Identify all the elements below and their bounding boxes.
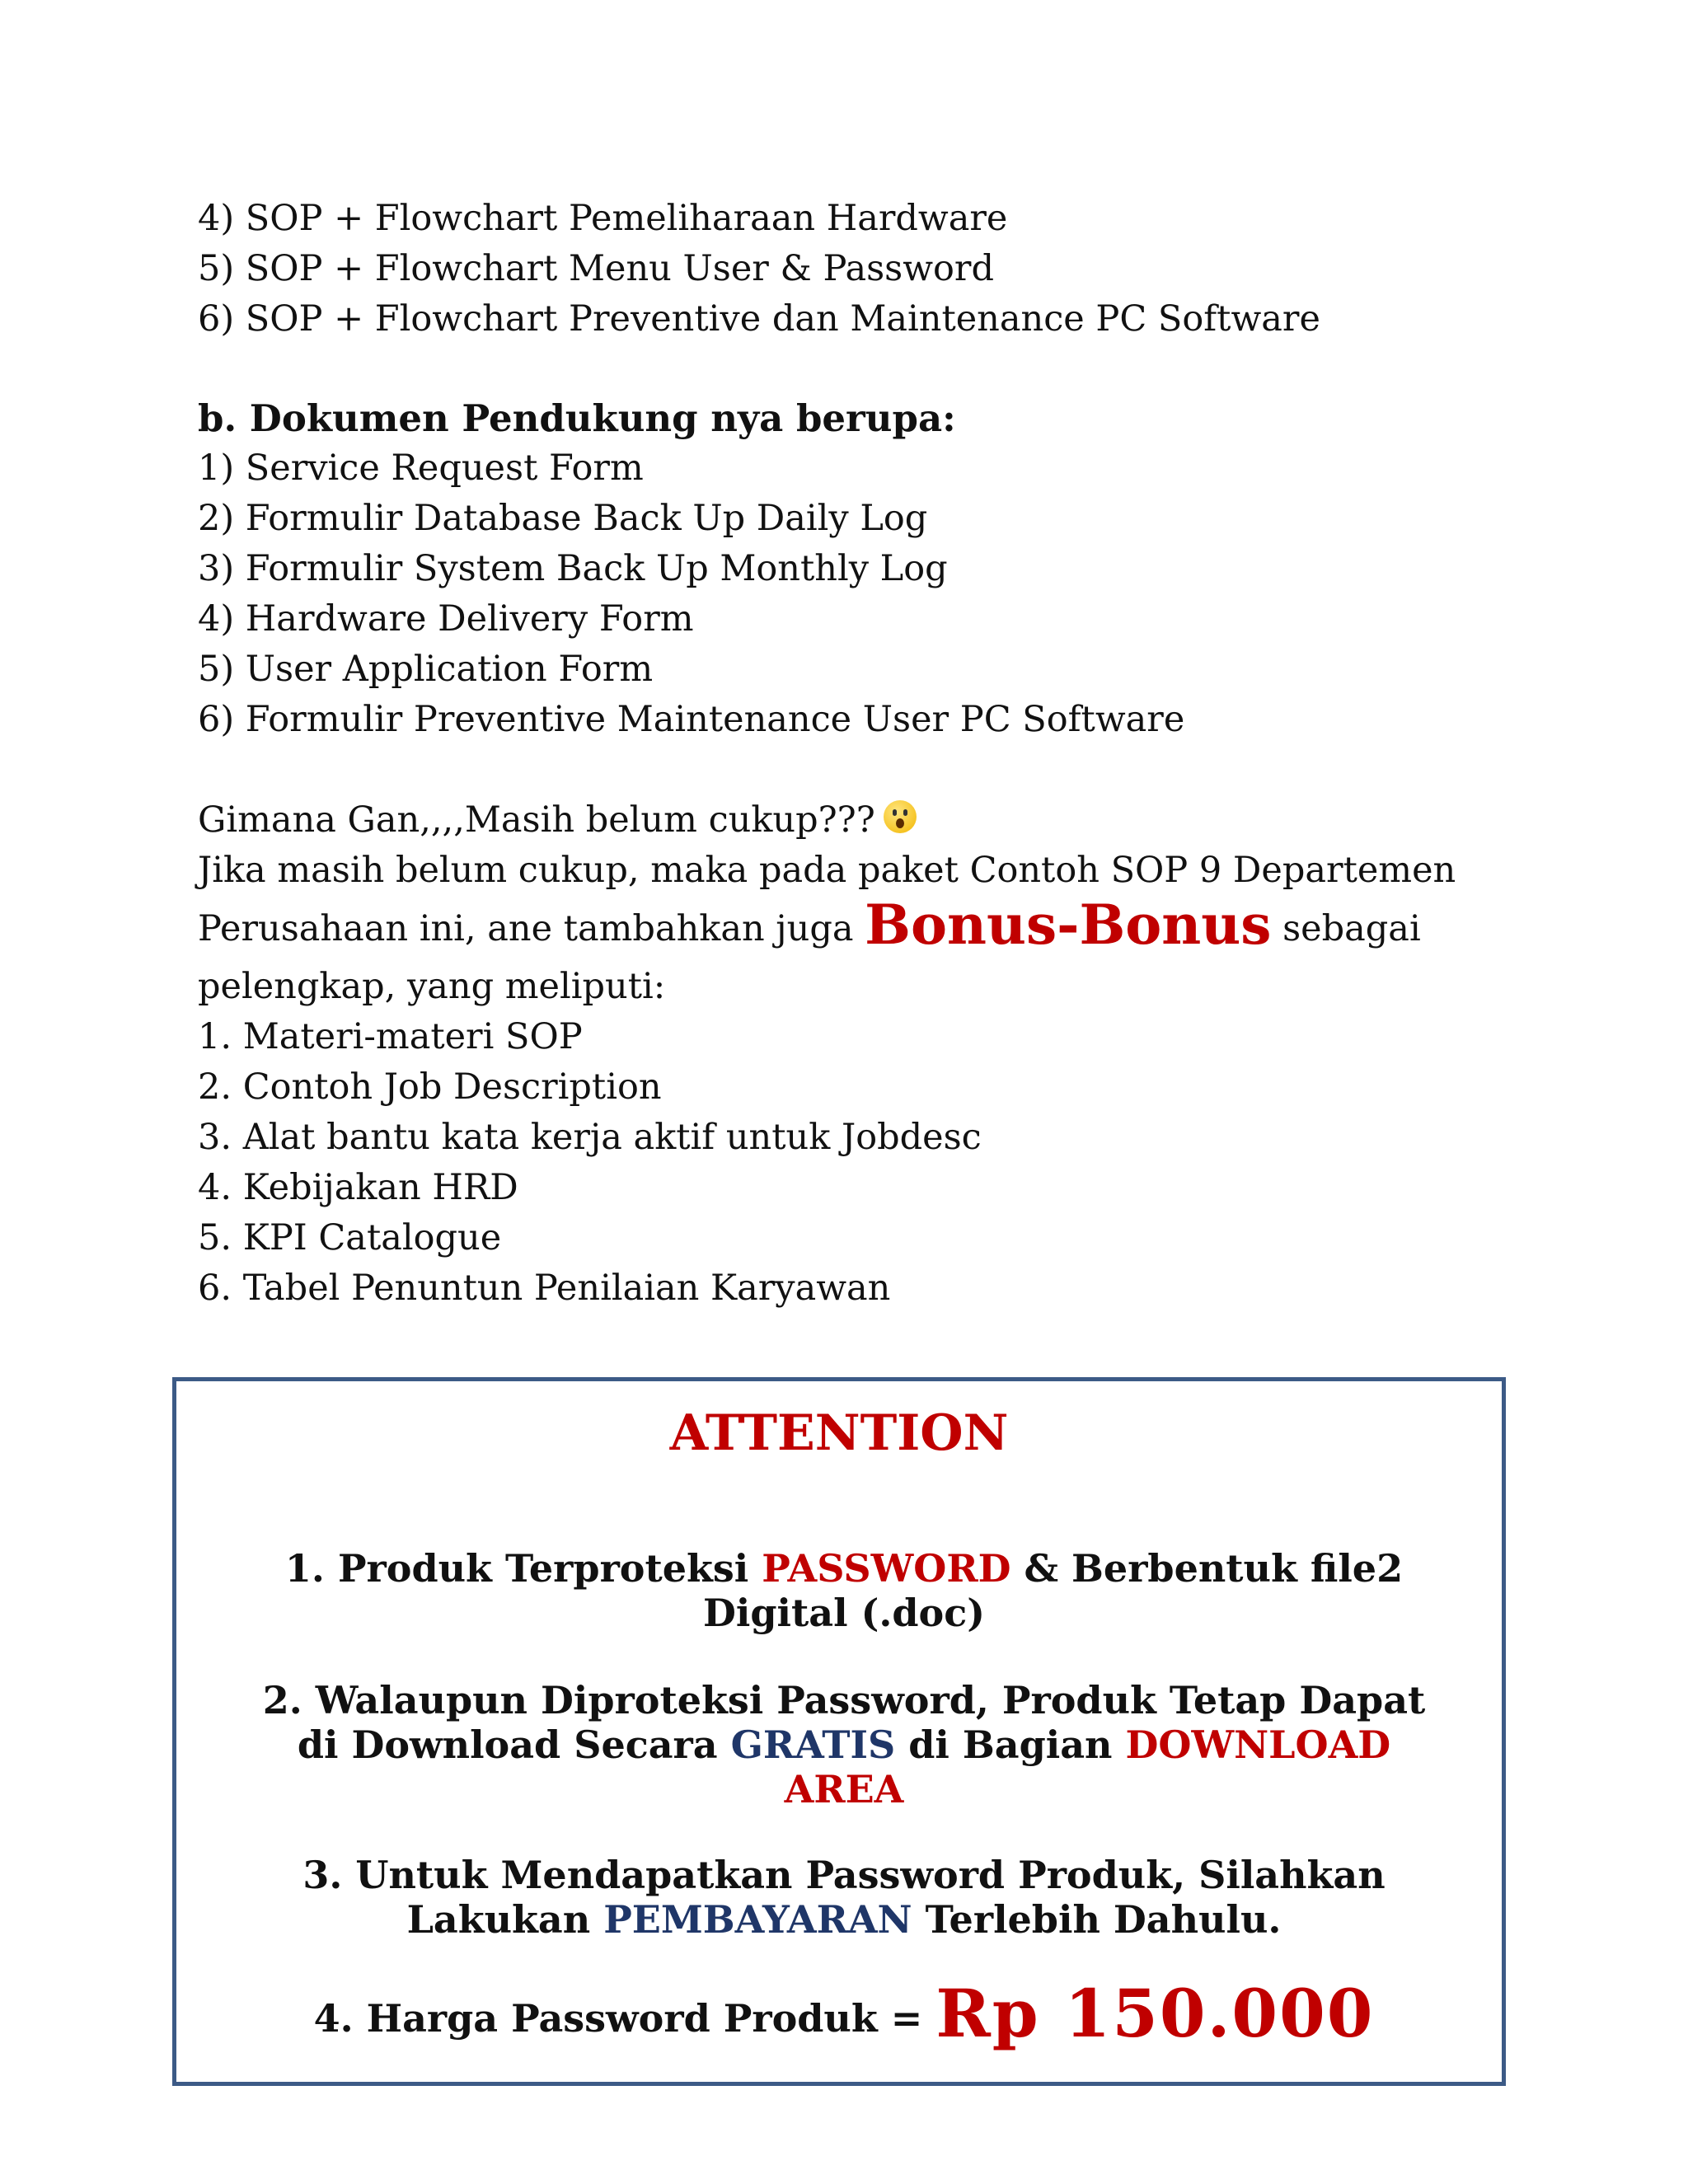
- attention-item-1: [259, 1546, 1429, 1635]
- supporting-doc-item: 3) Formulir System Back Up Monthly Log: [198, 548, 948, 589]
- bonus-intro-line-1: Jika masih belum cukup, maka pada paket Contoh SOP 9 Departemen: [198, 850, 1456, 891]
- password-highlight: PASSWORD: [762, 1546, 1011, 1591]
- sop-item: 4) SOP + Flowchart Pemeliharaan Hardware: [198, 198, 1008, 239]
- attention-item-1-text: 1. Produk Terproteksi: [284, 1546, 762, 1591]
- bonus-item: 3. Alat bantu kata kerja aktif untuk Jobdesc: [198, 1117, 982, 1158]
- bonus-question-line: [198, 795, 1550, 846]
- sop-list-continued: [198, 194, 1550, 344]
- bonus-item: 6. Tabel Penuntun Penilaian Karyawan: [198, 1268, 891, 1309]
- bonus-item: 2. Contoh Job Description: [198, 1066, 662, 1108]
- pembayaran-highlight: PEMBAYARAN: [603, 1897, 912, 1942]
- bonus-item: 5. KPI Catalogue: [198, 1217, 502, 1258]
- price-value: Rp 150.000: [935, 1975, 1375, 2052]
- supporting-doc-item: 5) User Application Form: [198, 649, 654, 690]
- attention-item-1-text-end: & Berbentuk file2 Digital (.doc): [703, 1546, 1404, 1635]
- supporting-doc-item: 6) Formulir Preventive Maintenance User PC Software: [198, 699, 1185, 740]
- attention-title: ATTENTION: [669, 1404, 1009, 1462]
- attention-item-2: [259, 1678, 1429, 1811]
- supporting-docs-section: [198, 393, 1550, 745]
- supporting-docs-heading: b. Dokumen Pendukung nya berupa:: [198, 396, 956, 440]
- sop-item: 5) SOP + Flowchart Menu User & Password: [198, 248, 995, 289]
- astonished-face-emoji-icon: [884, 800, 917, 833]
- supporting-doc-item: 1) Service Request Form: [198, 448, 644, 489]
- supporting-doc-item: 2) Formulir Database Back Up Daily Log: [198, 498, 928, 539]
- attention-item-4: [259, 1975, 1429, 2052]
- bonus-question: Gimana Gan,,,,Masih belum cukup???: [198, 799, 875, 841]
- attention-item-2-middle: di Bagian: [895, 1722, 1126, 1767]
- attention-item-2-text: 2. Walaupun Diproteksi Password, Produk Tetap Dapat di Download Secara: [262, 1678, 1426, 1767]
- bonus-item: 4. Kebijakan HRD: [198, 1167, 518, 1208]
- bonus-section: [198, 795, 1550, 1314]
- attention-box: [172, 1377, 1506, 2086]
- gratis-highlight: GRATIS: [730, 1722, 896, 1767]
- bonus-item: 1. Materi-materi SOP: [198, 1016, 583, 1057]
- sop-item: 6) SOP + Flowchart Preventive dan Maintenance PC Software: [198, 298, 1320, 340]
- attention-item-3: [259, 1853, 1429, 1942]
- bonus-intro-before: Perusahaan ini, ane tambahkan juga: [198, 908, 865, 949]
- attention-item-3-text-end: Terlebih Dahulu.: [912, 1897, 1282, 1942]
- bonus-highlight: Bonus-Bonus: [865, 893, 1272, 957]
- bonus-intro-after: sebagai: [1271, 908, 1421, 949]
- bonus-intro-line-2: [198, 893, 1550, 962]
- download-area-highlight: DOWNLOAD AREA: [784, 1722, 1391, 1811]
- supporting-doc-item: 4) Hardware Delivery Form: [198, 598, 694, 640]
- bonus-intro-line-3: pelengkap, yang meliputi:: [198, 966, 666, 1007]
- attention-item-3-text: 3. Untuk Mendapatkan Password Produk, Silahkan Lakukan: [302, 1853, 1386, 1942]
- price-label: 4. Harga Password Produk =: [313, 1996, 936, 2041]
